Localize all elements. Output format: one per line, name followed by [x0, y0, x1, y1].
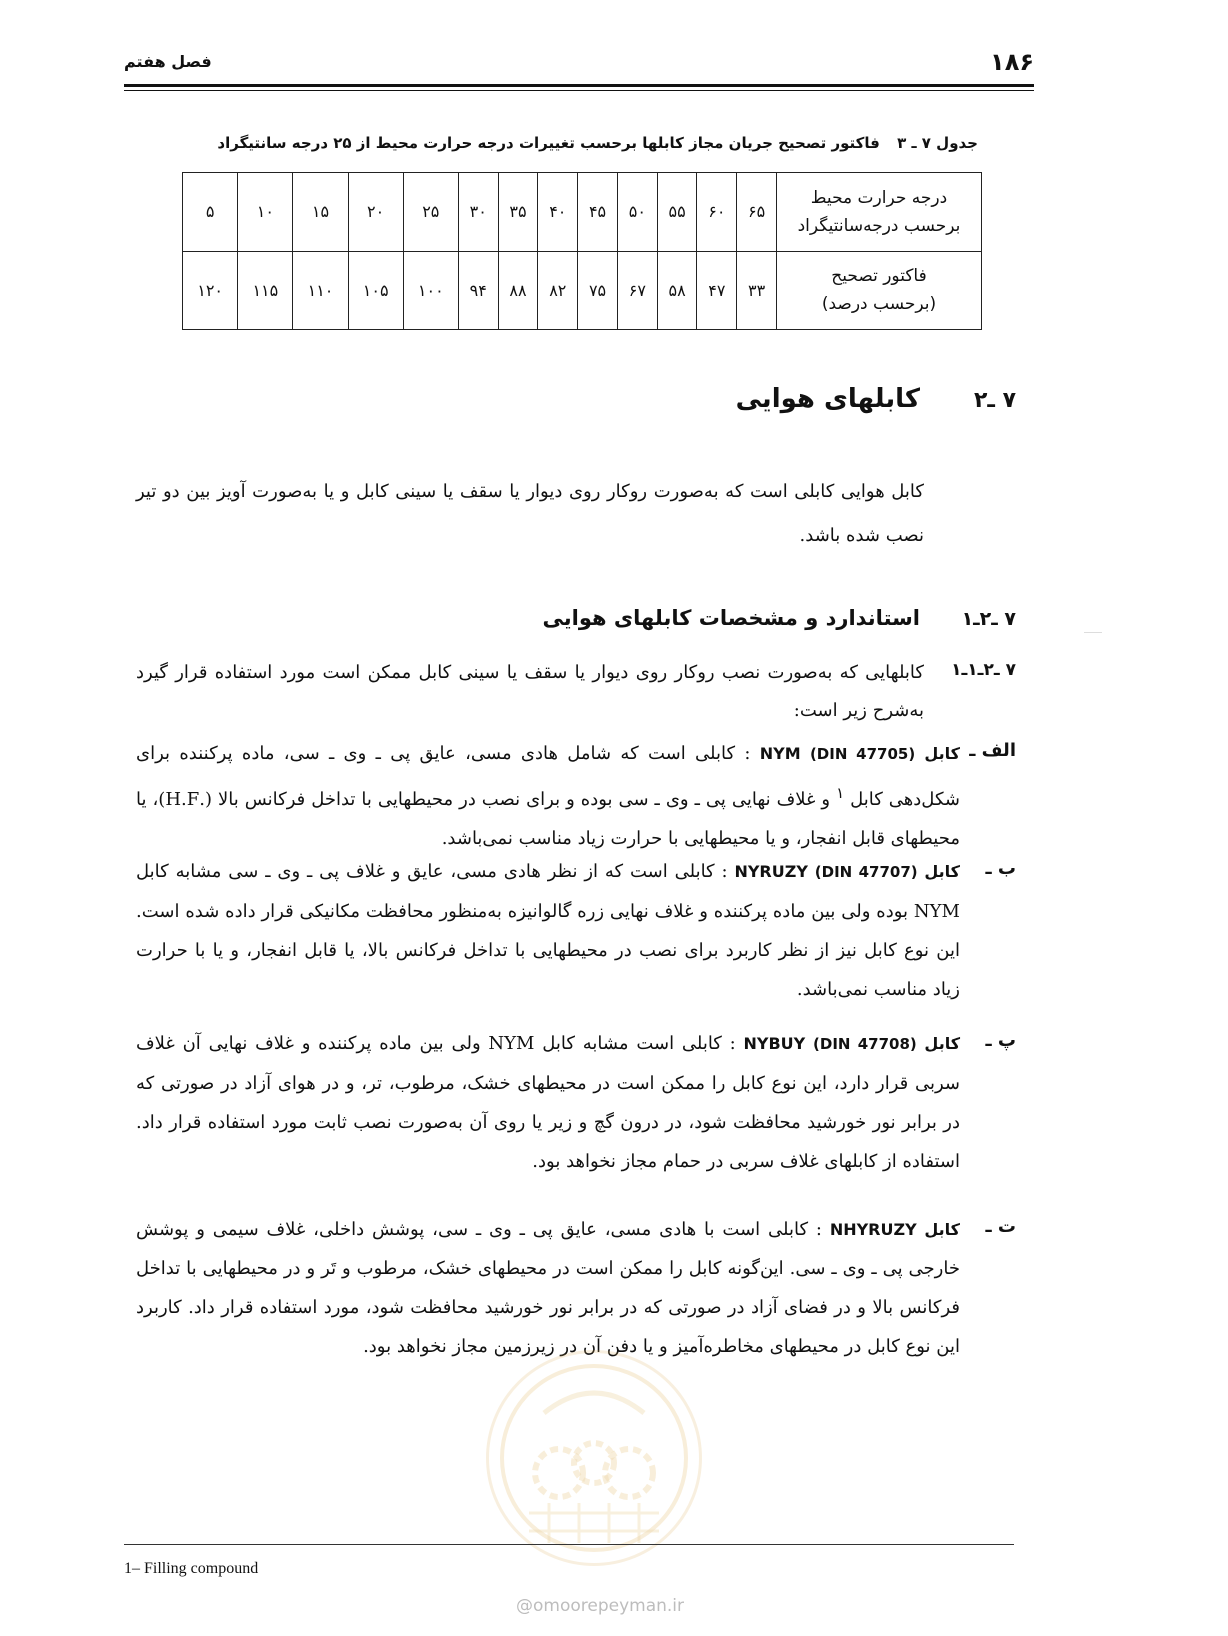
watermark-url: @omoorepeyman.ir: [515, 1596, 685, 1616]
temperature-cell: ۴۰: [538, 173, 578, 252]
chapter-title: فصل هفتم: [124, 52, 212, 71]
temperature-cell: ۶۵: [737, 173, 777, 252]
table-caption-number: جدول ۷ ـ ۳: [897, 134, 978, 152]
temperature-cell: ۵۵: [657, 173, 697, 252]
seal-icon: [489, 1353, 699, 1563]
item-text-continued: و غلاف نهایی پی ـ وی ـ سی بوده و برای نصب در محیطهایی با تداخل فرکانس بالا (.H.F)، یا محیطهای قابل انفجار، و یا محیطهایی با حرارت زیاد مناسب نمی‌باشد.: [136, 789, 960, 849]
item-body: [136, 1024, 960, 1181]
row-header-factor-line1: فاکتور تصحیح: [831, 266, 927, 287]
subsection-heading: [543, 606, 1016, 630]
din-code: (DIN 47705): [809, 745, 916, 763]
cable-label: کابل NYM: [759, 744, 960, 763]
table-caption-text: فاکتور تصحیح جریان مجاز کابلها برحسب تغییرات درجه حرارت محیط از ۲۵ درجه سانتیگراد: [217, 134, 880, 152]
temperature-cell: ۵: [183, 173, 238, 252]
footnote-ref[interactable]: ۱: [836, 784, 845, 802]
watermark-seal: [486, 1350, 702, 1566]
page-number: ۱۸۶: [990, 48, 1034, 76]
temperature-cell: ۶۰: [697, 173, 737, 252]
clause-number: ۷ ـ۲ـ۱ـ۱: [951, 660, 1016, 680]
temperature-cell: ۴۵: [578, 173, 618, 252]
din-code: (DIN 47707): [814, 863, 918, 881]
item-marker: پ ـ: [985, 1030, 1016, 1051]
table-row-temperature: [183, 173, 982, 252]
factor-cell: ۱۰۵: [348, 251, 403, 330]
cable-label: کابل NYRUZY: [734, 862, 960, 881]
factor-cell: ۹۴: [458, 251, 498, 330]
temperature-cell: ۲۵: [403, 173, 458, 252]
row-header-factor: [777, 251, 982, 330]
row-header-factor-line2: (برحسب درصد): [821, 294, 937, 315]
subsection-number: ۷ ـ۲ـ۱: [961, 608, 1016, 630]
factor-cell: ۴۷: [697, 251, 737, 330]
factor-cell: ۱۱۵: [238, 251, 293, 330]
correction-factor-table: [182, 172, 982, 330]
temperature-cell: ۱۰: [238, 173, 293, 252]
item-text: : کابلی است مشابه کابل NYM ولی بین ماده پرکننده و غلاف نهایی آن غلاف سربی قرار دارد، این نوع کابل را ممکن است در محیطهای خشک، مرطوب، تر، و در هوای آزاد در صورتی که در برابر نور خورشید محافظت شود، در درون گچ و زیر یا روی آن به‌صورت نصب ثابت مورد استفاده قرار داد. استفاده از کابلهای غلاف سربی در حمام مجاز نخواهد بود.: [136, 1033, 960, 1172]
cable-label: کابل NYBUY: [743, 1034, 961, 1053]
section-heading: [736, 384, 1016, 414]
item-marker: الف ـ: [969, 740, 1016, 761]
factor-cell: ۳۳: [737, 251, 777, 330]
clause-text: کابلهایی که به‌صورت نصب روکار روی دیوار یا سقف یا سینی کابل ممکن است مورد استفاده قرار گیرد به‌شرح زیر است:: [136, 662, 924, 721]
factor-cell: ۶۷: [617, 251, 657, 330]
factor-cell: ۷۵: [578, 251, 618, 330]
subsection-title: استاندارد و مشخصات کابلهای هوایی: [542, 606, 920, 630]
footnote: 1– Filling compound: [124, 1560, 259, 1577]
header-rule-thin: [124, 90, 1034, 91]
item-body: [136, 1210, 960, 1366]
factor-cell: ۱۱۰: [293, 251, 348, 330]
item-text: : کابلی است که شامل هادی مسی، عایق پی ـ وی ـ سی، ماده پرکننده برای شکل‌دهی کابل: [136, 743, 960, 810]
factor-cell: ۸۲: [538, 251, 578, 330]
item-text: : کابلی است که از نظر هادی مسی، عایق و غلاف پی ـ وی ـ سی مشابه کابل NYM بوده ولی بین ماده پرکننده و غلاف نهایی زره گالوانیزه به‌منظور محافظت مکانیکی قرار داده شده است. این نوع کابل نیز از نظر کاربرد برای نصب در محیطهایی با تداخل فرکانس بالا، یا قابل انفجار، و یا با حرارت زیاد مناسب نمی‌باشد.: [136, 861, 960, 1000]
temperature-cell: ۳۵: [498, 173, 538, 252]
item-body: [136, 734, 960, 858]
section-number: ۷ ـ۲: [973, 388, 1016, 413]
section-title: کابلهای هوایی: [735, 384, 920, 414]
table-row-factor: [183, 251, 982, 330]
temperature-cell: ۳۰: [458, 173, 498, 252]
item-text: : کابلی است با هادی مسی، عایق پی ـ وی ـ سی، پوشش داخلی، غلاف سیمی و پوشش خارجی پی ـ وی ـ سی. این‌گونه کابل را ممکن است در محیطهای خشک، مرطوب و تَر و در محیطهایی با تداخل فرکانس بالا و در فضای آزاد در صورتی که در برابر نور خورشید محافظت شود، مورد استفاده قرار داد. کاربرد این نوع کابل در محیطهای مخاطره‌آمیز و یا دفن آن در زیرزمین مجاز نخواهد بود.: [136, 1219, 960, 1357]
margin-mark: [1084, 632, 1102, 633]
temperature-cell: ۱۵: [293, 173, 348, 252]
factor-cell: ۸۸: [498, 251, 538, 330]
row-header-temperature: [777, 173, 982, 252]
header-rule: [124, 84, 1034, 87]
item-marker: ب ـ: [985, 858, 1016, 879]
item-marker: ت ـ: [985, 1216, 1016, 1237]
factor-cell: ۱۰۰: [403, 251, 458, 330]
factor-cell: ۵۸: [657, 251, 697, 330]
row-header-temperature-line2: برحسب درجه‌سانتیگراد: [797, 215, 961, 236]
temperature-cell: ۵۰: [617, 173, 657, 252]
section-paragraph: کابل هوایی کابلی است که به‌صورت روکار روی دیوار یا سقف یا سینی کابل و یا به‌صورت آویز بین دو تیر نصب شده باشد.: [136, 481, 924, 546]
row-header-temperature-line1: درجه حرارت محیط: [810, 187, 948, 208]
din-code: (DIN 47708): [813, 1035, 917, 1053]
temperature-cell: ۲۰: [348, 173, 403, 252]
page-header: [124, 48, 1034, 82]
table-caption: [198, 134, 978, 152]
footnote-rule: [124, 1544, 1014, 1545]
factor-cell: ۱۲۰: [183, 251, 238, 330]
item-body: [136, 852, 960, 1009]
cable-label: کابل NHYRUZY: [829, 1220, 960, 1239]
